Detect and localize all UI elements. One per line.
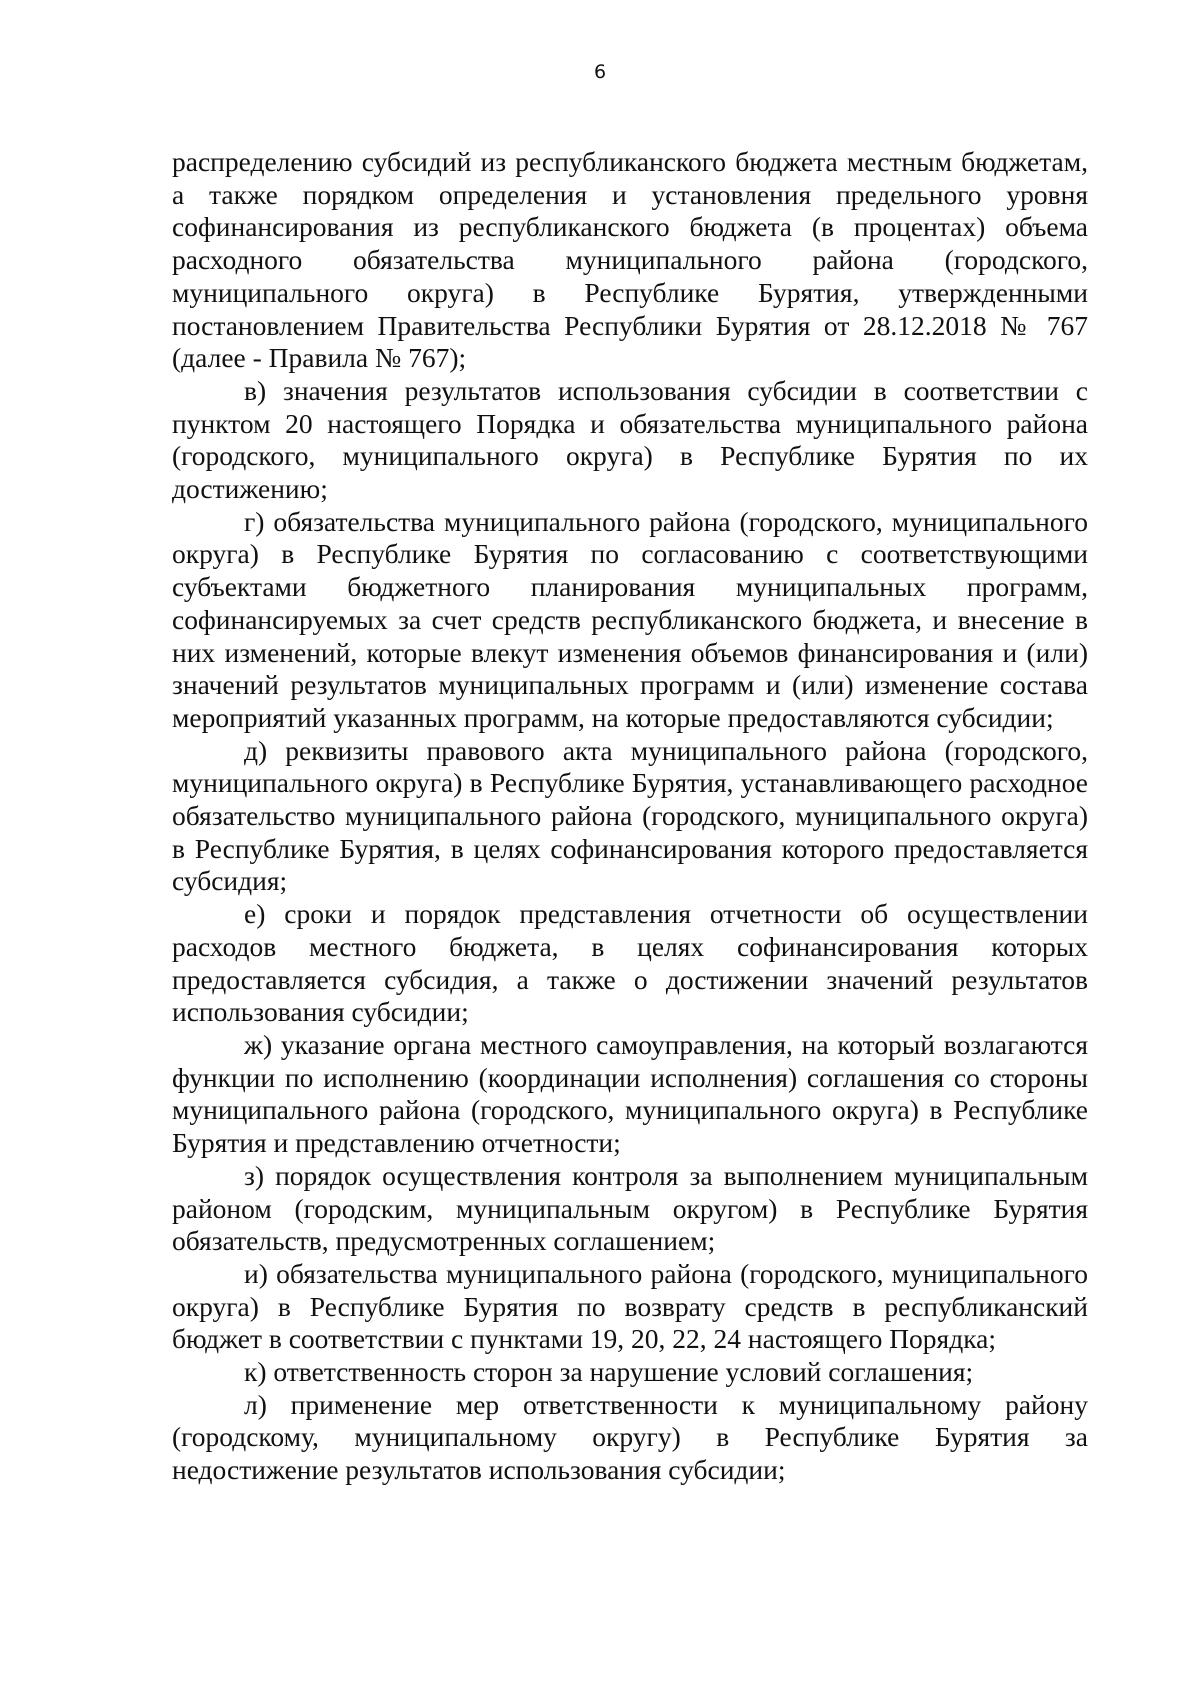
paragraph-item-e: е) сроки и порядок представления отчетности об осуществлении расходов местного бюджета, в целях софинансирования которых предоставляется субсидия, а также о достижении значений результатов использования субсидии; <box>172 898 1088 1028</box>
paragraph-item-l: л) применение мер ответственности к муниципальному району (городскому, муниципальному округу) в Республике Бурятия за недостижение результатов использования субсидии; <box>172 1388 1088 1486</box>
paragraph-item-zh: ж) указание органа местного самоуправления, на который возлагаются функции по исполнению (координации исполнения) соглашения со стороны муниципального района (городского, муниципального округа) в Республике Бурятия и представлению отчетности; <box>172 1028 1088 1159</box>
page-number: 6 <box>593 61 607 83</box>
paragraph-item-z: з) порядок осуществления контроля за выполнением муниципальным районом (городским, муниципальным округом) в Республике Бурятия обязательств, предусмотренных соглашением; <box>172 1159 1088 1257</box>
paragraph-continuation: распределению субсидий из республиканского бюджета местным бюджетам, а также порядком определения и установления предельного уровня софинансирования из республиканского бюджета (в процентах) объема расходного обязательства муниципального района (городского, муниципального округа) в Республике Бурятия, утвержденными постановлением Правительства Республики Бурятия от 28.12.2018 № 767 (далее - Правила № 767); <box>172 146 1088 374</box>
paragraph-item-d: д) реквизиты правового акта муниципального района (городского, муниципального округа) в Республике Бурятия, устанавливающего расходное обязательство муниципального района (городского, муниципального округа) в Республике Бурятия, в целях софинансирования которого предоставляется субсидия; <box>172 734 1088 897</box>
paragraph-item-i: и) обязательства муниципального района (городского, муниципального округа) в Республике Бурятия по возврату средств в республиканский бюджет в соответствии с пунктами 19, 20, 22, 24 настоящего Порядка; <box>172 1257 1088 1355</box>
paragraph-item-g: г) обязательства муниципального района (городского, муниципального округа) в Республике Бурятия по согласованию с соответствующими субъектами бюджетного планирования муниципальных программ, софинансируемых за счет средств республиканского бюджета, и внесение в них изменений, которые влекут изменения объемов финансирования и (или) значений результатов муниципальных программ и (или) изменение состава мероприятий указанных программ, на которые предоставляются субсидии; <box>172 505 1088 733</box>
document-body <box>172 146 1088 1487</box>
paragraph-item-k: к) ответственность сторон за нарушение условий соглашения; <box>244 1356 974 1388</box>
paragraph-item-v: в) значения результатов использования субсидии в соответствии с пунктом 20 настоящего Порядка и обязательства муниципального района (городского, муниципального округа) в Республике Бурятия по их достижению; <box>172 374 1088 505</box>
